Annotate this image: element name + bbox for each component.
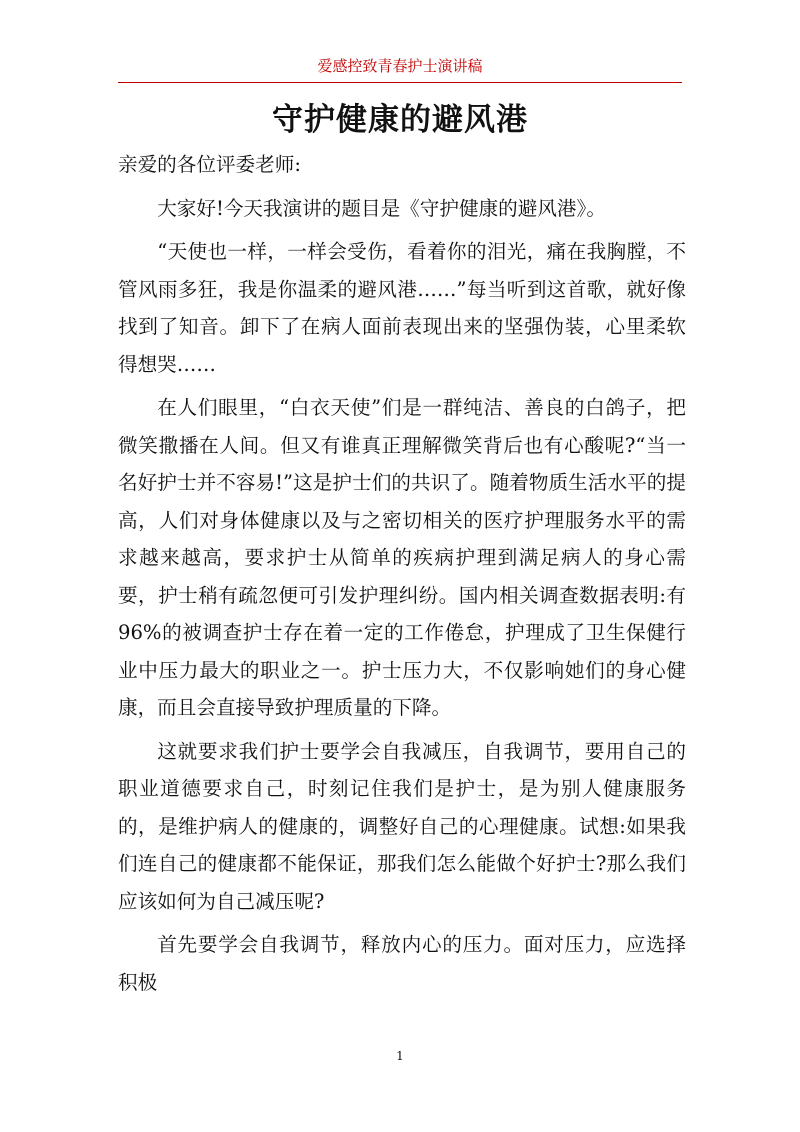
running-header: 爱感控致青春护士演讲稿 — [317, 57, 483, 75]
salutation: 亲爱的各位评委老师: — [118, 153, 301, 176]
paragraph-song-quote: “天使也一样，一样会受伤，看着你的泪光，痛在我胸膛，不管风雨多狂，我是你温柔的避风港……”每当听到这首歌，就好像找到了知音。卸下了在病人面前表现出来的坚强伪装，心里柔软得想哭…… — [118, 240, 686, 376]
paragraph-greeting: 大家好!今天我演讲的题目是《守护健康的避风港》。 — [157, 196, 606, 220]
document-body — [118, 146, 686, 1007]
paragraph-self-adjust: 这就要求我们护士要学会自我减压，自我调节，要用自己的职业道德要求自己，时刻记住我们是护士，是为别人健康服务的，是维护病人的健康的，调整好自己的心理健康。试想:如果我们连自己的健康都不能保证，那我们怎么能做个好护士?那么我们应该如何为自己减压呢? — [118, 739, 686, 913]
header-rule — [118, 82, 682, 83]
document-title: 守护健康的避风港 — [272, 102, 528, 138]
paragraph-first: 首先要学会自我调节，释放内心的压力。面对压力，应选择积极 — [118, 933, 686, 994]
page-number: 1 — [396, 1049, 404, 1063]
paragraph-angels: 在人们眼里，“白衣天使”们是一群纯洁、善良的白鸽子，把微笑撒播在人间。但又有谁真正理解微笑背后也有心酸呢?“当一名好护士并不容易!”这是护士们的共识了。随着物质生活水平的提高，人们对身体健康以及与之密切相关的医疗护理服务水平的需求越来越高，要求护士从简单的疾病护理到满足病人的身心需要，护士稍有疏忽便可引发护理纠纷。国内相关调查数据表明:有96%的被调查护士存在着一定的工作倦怠，护理成了卫生保健行业中压力最大的职业之一。护士压力大，不仅影响她们的身心健康，而且会直接导致护理质量的下降。 — [118, 396, 686, 719]
